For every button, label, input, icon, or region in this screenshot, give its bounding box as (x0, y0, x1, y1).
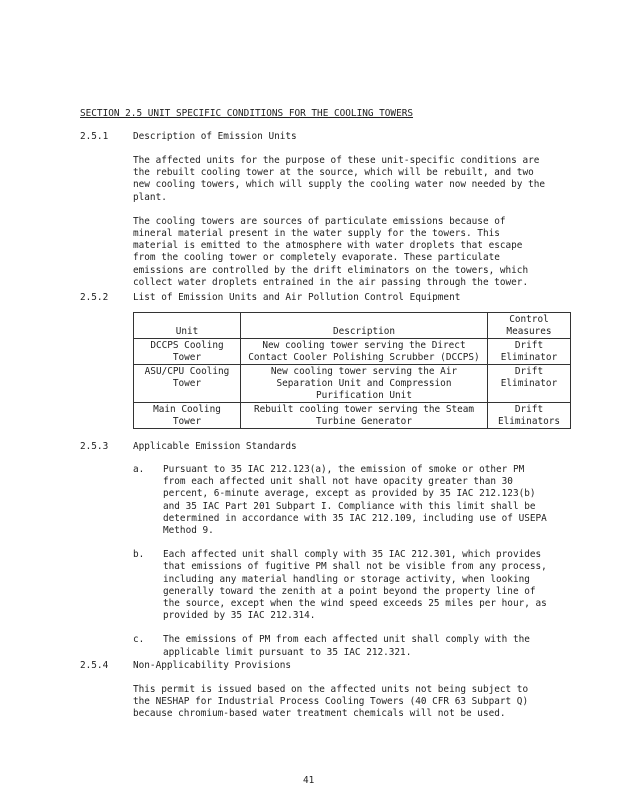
page-number: 41 (303, 775, 315, 786)
item-text: Each affected unit shall comply with 35 IAC 212.301, which provides that emissions of fugitive PM shall not be visible from any process, including any material handling or storage activity, when looking generally toward the zenith at a point beyond the property line of the source, except when the wind speed exceeds 25 miles per hour, as provided by 35 IAC 212.314. (163, 549, 547, 622)
cell-unit: ASU/CPU Cooling Tower (134, 365, 241, 403)
section-number-2-5-2: 2.5.2 (80, 292, 109, 303)
section-heading-2-5-2: List of Emission Units and Air Pollution Control Equipment (133, 292, 461, 303)
section-title: SECTION 2.5 UNIT SPECIFIC CONDITIONS FOR THE COOLING TOWERS (80, 108, 414, 119)
section-heading-2-5-3: Applicable Emission Standards (133, 441, 297, 452)
description-block (133, 155, 548, 289)
cell-control: Drift Eliminators (488, 403, 571, 429)
item-label: a. (133, 464, 145, 475)
cell-unit: DCCPS Cooling Tower (134, 339, 241, 365)
section-number-2-5-3: 2.5.3 (80, 441, 109, 452)
cell-unit: Main Cooling Tower (134, 403, 241, 429)
item-text: The emissions of PM from each affected unit shall comply with the applicable limit pursuant to 35 IAC 212.321. (163, 634, 530, 658)
header-description: Description (241, 313, 488, 339)
non-applicability-paragraph: This permit is issued based on the affected units not being subject to the NESHAP for Industrial Process Cooling Towers (40 CFR 63 Subpart Q) because chromium-based water treatment chemicals will not be used. (133, 684, 529, 720)
emission-standards-list (133, 464, 548, 671)
description-paragraph-2: The cooling towers are sources of particulate emissions because of mineral material present in the water supply for the towers. This material is emitted to the atmosphere with water droplets that escape from the cooling tower or completely evaporate. These particulate emissions are controlled by the drift eliminators on the towers, which collect water droplets entrained in the air passing through the tower. (133, 215, 529, 288)
emission-units-table (133, 312, 571, 429)
cell-description: New cooling tower serving the Air Separation Unit and Compression Purification Unit (241, 365, 488, 403)
header-control-measures: Control Measures (488, 313, 571, 339)
section-heading-2-5-4: Non-Applicability Provisions (133, 660, 292, 671)
section-number-2-5-4: 2.5.4 (80, 660, 109, 671)
header-unit: Unit (134, 313, 241, 339)
cell-description: New cooling tower serving the Direct Contact Cooler Polishing Scrubber (DCCPS) (241, 339, 488, 365)
table-header-row (134, 313, 571, 339)
list-item (133, 634, 548, 658)
list-item (133, 464, 548, 537)
cell-control: Drift Eliminator (488, 365, 571, 403)
table-row (134, 365, 571, 403)
table-row (134, 339, 571, 365)
item-label: c. (133, 634, 145, 646)
cell-control: Drift Eliminator (488, 339, 571, 365)
item-label: b. (133, 549, 145, 561)
table-row (134, 403, 571, 429)
description-paragraph-1: The affected units for the purpose of these unit-specific conditions are the rebuilt cooling tower at the source, which will be rebuilt, and two new cooling towers, which will supply the cooling water now needed by the plant. (133, 155, 546, 203)
list-item (133, 549, 548, 622)
cell-description: Rebuilt cooling tower serving the Steam Turbine Generator (241, 403, 488, 429)
section-heading-2-5-1: Description of Emission Units (133, 131, 297, 142)
item-text: Pursuant to 35 IAC 212.123(a), the emission of smoke or other PM from each affected unit shall not have opacity greater than 30 percent, 6-minute average, except as provided by 35 IAC 212.123(b) and 35 IAC Part 201 Subpart I. Compliance with this limit shall be determined in accordance with 35 IAC 212.109, including use of USEPA Method 9. (163, 464, 547, 537)
section-number-2-5-1: 2.5.1 (80, 131, 109, 142)
